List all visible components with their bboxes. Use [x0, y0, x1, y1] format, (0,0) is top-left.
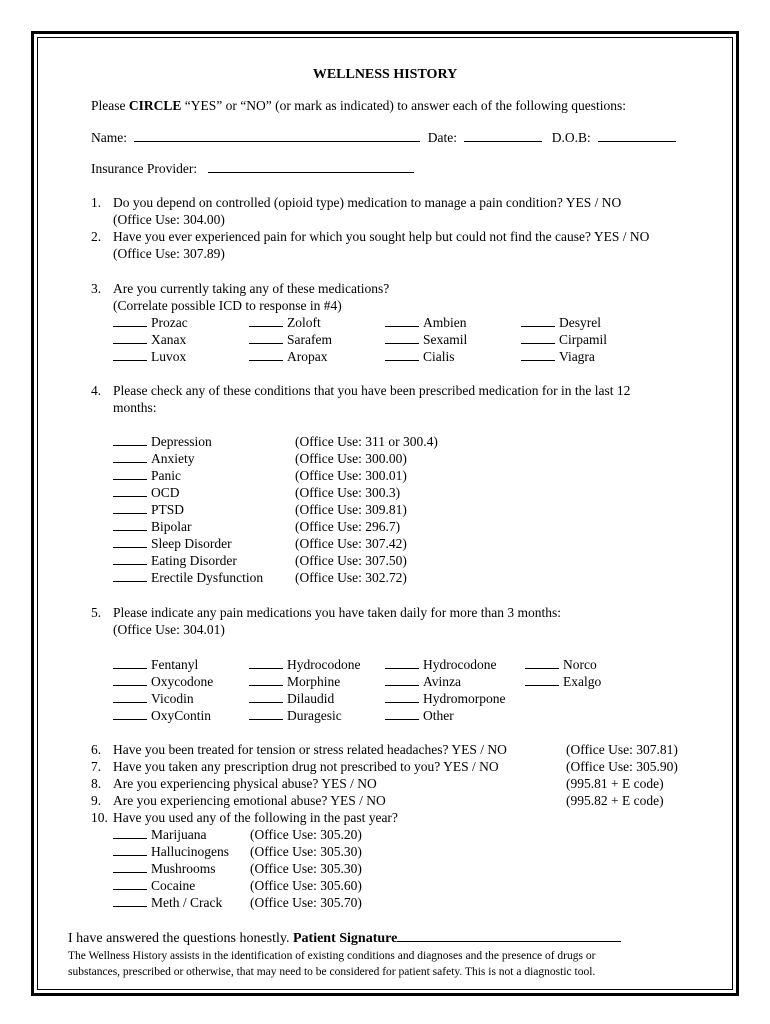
q9-number: 9. [91, 793, 102, 808]
q10-label: Mushrooms [151, 861, 216, 876]
insurance-row [91, 160, 414, 177]
q5-med [249, 656, 360, 673]
date-label: Date: [427, 130, 457, 145]
q5-label: Hydromorpone [423, 691, 506, 706]
q3-blank[interactable] [385, 331, 419, 344]
q5-med [113, 707, 211, 724]
q4-condition [113, 552, 237, 569]
q4-code: (Office Use: 307.50) [295, 553, 407, 568]
q3-blank[interactable] [521, 331, 555, 344]
q4-label: Eating Disorder [151, 553, 237, 568]
q5-blank[interactable] [113, 690, 147, 703]
instructions-circle: CIRCLE [128, 98, 182, 113]
q3-label: Prozac [151, 315, 188, 330]
q4-label: OCD [151, 485, 180, 500]
q3-blank[interactable] [113, 331, 147, 344]
q4-code: (Office Use: 302.72) [295, 570, 407, 585]
q5-blank[interactable] [525, 656, 559, 669]
q4-blank[interactable] [113, 552, 147, 565]
q4-label: Bipolar [151, 519, 192, 534]
q5-med [385, 673, 461, 690]
q1-number: 1. [91, 195, 102, 210]
q3-blank[interactable] [249, 314, 283, 327]
q3-blank[interactable] [385, 314, 419, 327]
q4-label: Erectile Dysfunction [151, 570, 264, 585]
q3-label: Luvox [151, 349, 187, 364]
dob-field[interactable] [598, 129, 676, 142]
q4-condition [113, 518, 192, 535]
q3-med [249, 314, 321, 331]
q3-blank[interactable] [249, 348, 283, 361]
q4-number: 4. [91, 383, 102, 398]
name-field[interactable] [134, 129, 420, 142]
q5-label: Fentanyl [151, 657, 199, 672]
q8-office: (995.81 + E code) [566, 776, 664, 791]
q4-label: Depression [151, 434, 212, 449]
q3-med [521, 331, 607, 348]
q5-label: Hydrocodone [287, 657, 361, 672]
q4-blank[interactable] [113, 433, 147, 446]
q4-condition [113, 569, 263, 586]
q3-blank[interactable] [385, 348, 419, 361]
q10-blank[interactable] [113, 860, 147, 873]
q5-label: Hydrocodone [423, 657, 497, 672]
q5-blank[interactable] [385, 673, 419, 686]
q5-label: Norco [563, 657, 597, 672]
q5-blank[interactable] [249, 690, 283, 703]
q5-med [113, 656, 198, 673]
q5-label: Avinza [423, 674, 461, 689]
q10-item [113, 826, 206, 843]
q3-med [385, 331, 467, 348]
q5-med [385, 690, 505, 707]
q4-code: (Office Use: 307.42) [295, 536, 407, 551]
dob-label: D.O.B: [551, 130, 591, 145]
q5-med [249, 707, 342, 724]
insurance-label: Insurance Provider: [91, 161, 198, 176]
q10-code: (Office Use: 305.60) [250, 878, 362, 893]
q10-code: (Office Use: 305.70) [250, 895, 362, 910]
q5-med [249, 673, 340, 690]
q4-condition [113, 467, 181, 484]
q4-text: Please check any of these conditions that you have been prescribed medication for in the last 12 [113, 383, 631, 398]
q5-label: Duragesic [287, 708, 342, 723]
q3-label: Ambien [423, 315, 467, 330]
q4-label: Anxiety [151, 451, 195, 466]
q3-label: Cialis [423, 349, 455, 364]
q4-blank[interactable] [113, 467, 147, 480]
q8-text: Are you experiencing physical abuse? YES / NO [113, 776, 377, 791]
q10-blank[interactable] [113, 843, 147, 856]
q2-number: 2. [91, 229, 102, 244]
q3-label: Cirpamil [559, 332, 607, 347]
q10-item [113, 877, 195, 894]
q10-text: Have you used any of the following in the past year? [113, 810, 398, 825]
q3-blank[interactable] [113, 314, 147, 327]
q5-label: Oxycodone [151, 674, 214, 689]
q6-text: Have you been treated for tension or stress related headaches? YES / NO [113, 742, 507, 757]
q10-item [113, 894, 222, 911]
q9-text: Are you experiencing emotional abuse? YES / NO [113, 793, 386, 808]
q2-office: (Office Use: 307.89) [113, 246, 225, 261]
footer-line-1: The Wellness History assists in the identification of existing conditions and diagnoses and the presence of drugs or [68, 950, 596, 962]
q6-office: (Office Use: 307.81) [566, 742, 678, 757]
q3-label: Viagra [559, 349, 595, 364]
q4-blank[interactable] [113, 501, 147, 514]
q3-med [113, 331, 186, 348]
q5-blank[interactable] [249, 673, 283, 686]
q10-label: Cocaine [151, 878, 196, 893]
q3-blank[interactable] [521, 348, 555, 361]
signature-row [68, 929, 621, 947]
q3-label: Zoloft [287, 315, 321, 330]
q3-number: 3. [91, 281, 102, 296]
q3-med [385, 314, 467, 331]
q4-code: (Office Use: 309.81) [295, 502, 407, 517]
q5-med [113, 690, 194, 707]
q10-item [113, 860, 216, 877]
q3-med [113, 314, 188, 331]
q4-text-cont: months: [113, 400, 157, 415]
instructions [91, 97, 626, 114]
q5-blank[interactable] [113, 656, 147, 669]
q3-med [521, 314, 601, 331]
q5-office: (Office Use: 304.01) [113, 622, 225, 637]
q6-number: 6. [91, 742, 102, 757]
q10-blank[interactable] [113, 826, 147, 839]
q3-blank[interactable] [521, 314, 555, 327]
q7-office: (Office Use: 305.90) [566, 759, 678, 774]
q10-blank[interactable] [113, 894, 147, 907]
q4-condition [113, 484, 180, 501]
signature-label: Patient Signature [292, 931, 398, 946]
q4-blank[interactable] [113, 518, 147, 531]
q3-med [521, 348, 595, 365]
q4-condition [113, 450, 195, 467]
q1-text: Do you depend on controlled (opioid type) medication to manage a pain condition? YES / NO [113, 195, 622, 210]
q5-label: Morphine [287, 674, 341, 689]
q1-office: (Office Use: 304.00) [113, 212, 225, 227]
q5-med [113, 673, 213, 690]
q4-condition [113, 535, 232, 552]
q10-label: Meth / Crack [151, 895, 223, 910]
q4-label: Sleep Disorder [151, 536, 232, 551]
q5-label: Dilaudid [287, 691, 335, 706]
q10-item [113, 843, 229, 860]
q4-label: Panic [151, 468, 181, 483]
q3-med [113, 348, 186, 365]
q4-code: (Office Use: 300.01) [295, 468, 407, 483]
q3-label: Sarafem [287, 332, 332, 347]
q10-label: Hallucinogens [151, 844, 229, 859]
page-title: WELLNESS HISTORY [312, 67, 458, 82]
q5-med [249, 690, 334, 707]
q4-label: PTSD [151, 502, 185, 517]
q3-blank[interactable] [113, 348, 147, 361]
q5-label: Vicodin [151, 691, 194, 706]
q3-label: Desyrel [559, 315, 601, 330]
q5-blank[interactable] [113, 707, 147, 720]
q4-blank[interactable] [113, 450, 147, 463]
signature-statement: I have answered the questions honestly. [68, 931, 293, 946]
q7-text: Have you taken any prescription drug not prescribed to you? YES / NO [113, 759, 499, 774]
q10-blank[interactable] [113, 877, 147, 890]
signature-field[interactable] [397, 929, 621, 942]
q5-label: Other [423, 708, 454, 723]
q10-number: 10. [91, 810, 108, 825]
q3-med [249, 331, 332, 348]
q4-blank[interactable] [113, 569, 147, 582]
q8-number: 8. [91, 776, 102, 791]
q5-blank[interactable] [525, 673, 559, 686]
q10-label: Marijuana [151, 827, 207, 842]
q5-blank[interactable] [385, 690, 419, 703]
q3-blank[interactable] [249, 331, 283, 344]
q5-blank[interactable] [385, 656, 419, 669]
q4-code: (Office Use: 296.7) [295, 519, 401, 534]
q4-blank[interactable] [113, 484, 147, 497]
q4-condition [113, 501, 184, 518]
name-label: Name: [91, 130, 127, 145]
q3-text: Are you currently taking any of these medications? [113, 281, 390, 296]
date-field[interactable] [464, 129, 542, 142]
q4-condition [113, 433, 212, 450]
q10-code: (Office Use: 305.20) [250, 827, 362, 842]
q5-blank[interactable] [385, 707, 419, 720]
q3-med [249, 348, 328, 365]
q5-med [385, 707, 454, 724]
q5-med [385, 656, 496, 673]
q5-blank[interactable] [249, 656, 283, 669]
q5-label: OxyContin [151, 708, 212, 723]
q4-code: (Office Use: 300.00) [295, 451, 407, 466]
q9-office: (995.82 + E code) [566, 793, 664, 808]
q5-blank[interactable] [249, 707, 283, 720]
q3-subtext: (Correlate possible ICD to response in #4) [113, 298, 342, 313]
q3-label: Aropax [287, 349, 328, 364]
q4-code: (Office Use: 300.3) [295, 485, 401, 500]
name-row [91, 129, 676, 146]
instructions-prefix: Please [91, 98, 129, 113]
q10-code: (Office Use: 305.30) [250, 844, 362, 859]
q5-label: Exalgo [563, 674, 602, 689]
q5-blank[interactable] [113, 673, 147, 686]
q5-number: 5. [91, 605, 102, 620]
q10-code: (Office Use: 305.30) [250, 861, 362, 876]
q3-label: Xanax [151, 332, 187, 347]
q3-label: Sexamil [423, 332, 468, 347]
q5-med [525, 673, 601, 690]
q2-text: Have you ever experienced pain for which you sought help but could not find the cause? YES / NO [113, 229, 650, 244]
insurance-field[interactable] [208, 160, 414, 173]
q5-med [525, 656, 597, 673]
q4-blank[interactable] [113, 535, 147, 548]
q5-text: Please indicate any pain medications you have taken daily for more than 3 months: [113, 605, 561, 620]
footer-line-2: substances, prescribed or otherwise, that may need to be considered for patient safety. This is not a diagnostic tool. [68, 966, 596, 978]
instructions-rest: “YES” or “NO” (or mark as indicated) to answer each of the following questions: [181, 98, 627, 113]
q3-med [385, 348, 455, 365]
q4-code: (Office Use: 311 or 300.4) [295, 434, 438, 449]
q7-number: 7. [91, 759, 102, 774]
